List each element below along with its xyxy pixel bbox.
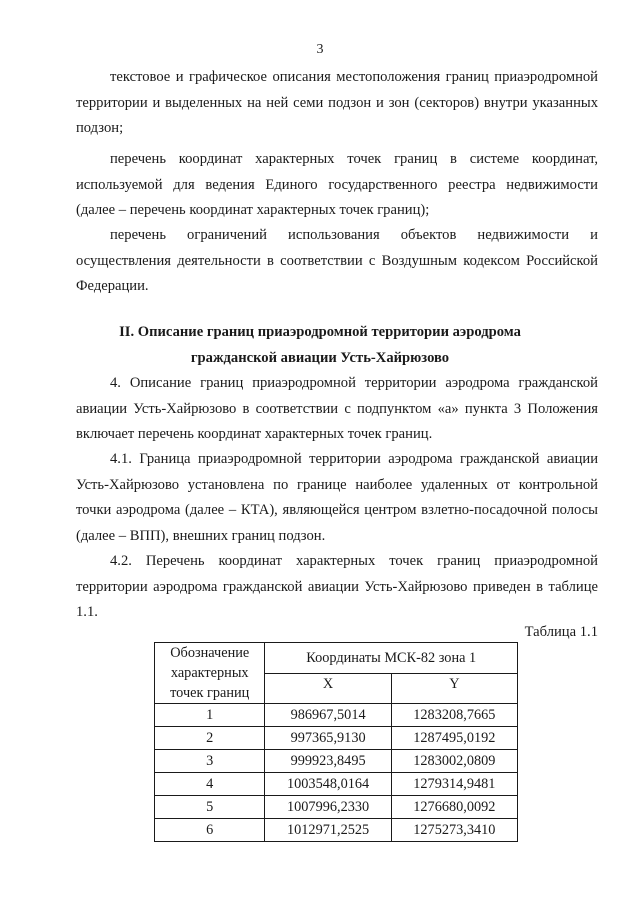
paragraph-4-1: 4.1. Граница приаэродромной территории аэродрома гражданской авиации Усть-Хайрюзово установлена по границе наиболее удаленных от контрольной точки аэродрома (далее – КТА), являющейся центром взлетно-посадочной полосы (далее – ВПП), внешних границ подзон. <box>76 451 598 544</box>
point-number: 1 <box>155 704 265 727</box>
page-number: 3 <box>316 42 324 57</box>
coord-y: 1283002,0809 <box>391 750 517 773</box>
point-number: 2 <box>155 727 265 750</box>
coord-x: 1007996,2330 <box>265 796 391 819</box>
table-row <box>155 727 518 750</box>
coord-x: 1003548,0164 <box>265 773 391 796</box>
coord-y: 1276680,0092 <box>391 796 517 819</box>
paragraph-4-2: 4.2. Перечень координат характерных точек границ приаэродромной территории аэродрома гражданской авиации Усть-Хайрюзово приведен в таблице 1.1. <box>76 553 598 620</box>
paragraph-coordinate-list: перечень координат характерных точек границ в системе координат, используемой для ведения Единого государственного реестра недвижимости (далее – перечень координат характерных точек границ); <box>76 151 598 218</box>
table-caption: Таблица 1.1 <box>524 624 598 640</box>
header-coordinate-system: Координаты МСК-82 зона 1 <box>265 643 518 674</box>
coord-x: 999923,8495 <box>265 750 391 773</box>
coord-y: 1279314,9481 <box>391 773 517 796</box>
table-row <box>155 773 518 796</box>
coord-x: 986967,5014 <box>265 704 391 727</box>
point-number: 6 <box>155 819 265 842</box>
section-heading-line1: II. Описание границ приаэродромной территории аэродрома <box>119 324 521 340</box>
table-row <box>155 796 518 819</box>
paragraph-4: 4. Описание границ приаэродромной территории аэродрома гражданской авиации Усть-Хайрюзово в соответствии с подпунктом «а» пункта 3 Положения включает перечень координат характерных точек границ. <box>76 375 598 442</box>
coord-x: 997365,9130 <box>265 727 391 750</box>
table-row <box>155 704 518 727</box>
coord-y: 1283208,7665 <box>391 704 517 727</box>
point-number: 5 <box>155 796 265 819</box>
header-x: X <box>265 673 391 704</box>
coord-y: 1275273,3410 <box>391 819 517 842</box>
header-y: Y <box>391 673 517 704</box>
point-number: 3 <box>155 750 265 773</box>
header-point-designation: Обозначение характерных точек границ <box>155 643 265 704</box>
section-heading-line2: гражданской авиации Усть-Хайрюзово <box>190 350 450 366</box>
table-row <box>155 819 518 842</box>
coordinates-table <box>154 642 518 842</box>
paragraph-description: текстовое и графическое описания местоположения границ приаэродромной территории и выделенных на ней семи подзон и зон (секторов) внутри указанных подзон; <box>76 69 598 136</box>
table-row <box>155 750 518 773</box>
point-number: 4 <box>155 773 265 796</box>
coord-x: 1012971,2525 <box>265 819 391 842</box>
paragraph-restrictions: перечень ограничений использования объектов недвижимости и осуществления деятельности в соответствии с Воздушным кодексом Российской Федерации. <box>76 227 598 294</box>
coord-y: 1287495,0192 <box>391 727 517 750</box>
